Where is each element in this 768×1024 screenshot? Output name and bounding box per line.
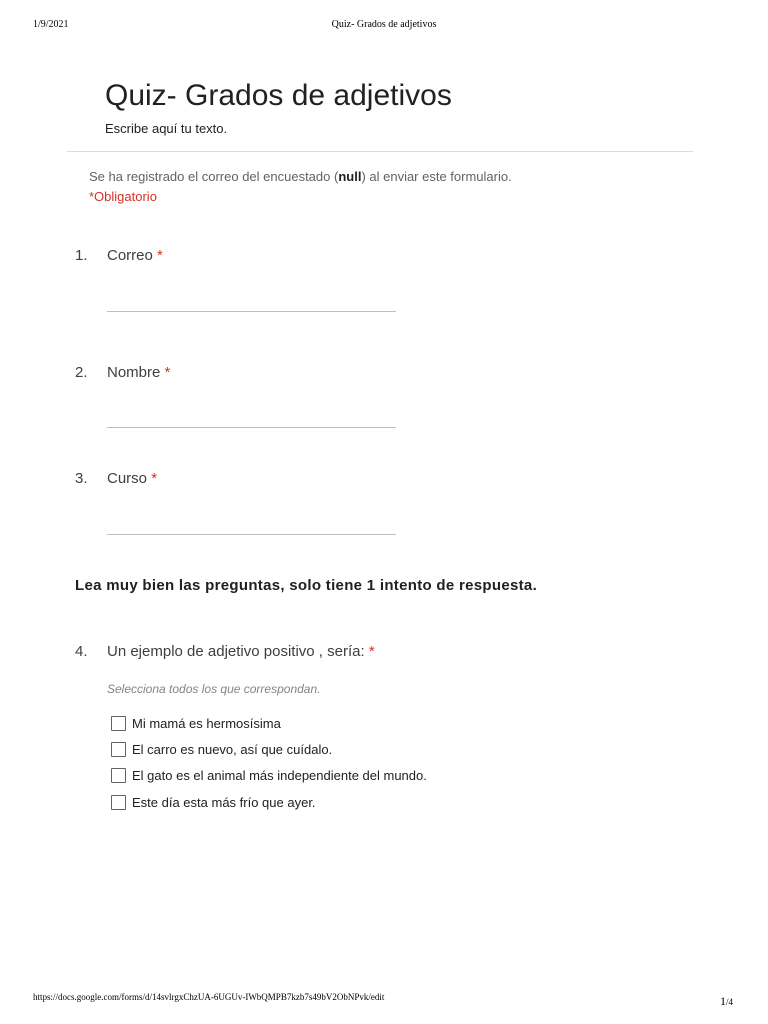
divider [67,151,693,152]
required-asterisk: * [151,470,158,487]
email-notice-text-start: Se ha registrado el correo del encuestado ( [89,169,339,184]
option-label: El carro es nuevo, así que cuídalo. [132,742,333,757]
print-date: 1/9/2021 [33,19,69,30]
page-current: 1 [720,994,726,1008]
form-title: Quiz- Grados de adjetivos [105,79,452,112]
question-label: Curso [107,470,148,487]
question-number: 4. [75,643,88,660]
question-label: Nombre [107,364,161,381]
question-nombre [75,364,170,381]
required-asterisk: * [164,364,171,381]
question-correo [75,247,163,264]
nombre-input[interactable] [107,427,396,428]
email-notice [89,169,512,184]
option-label: El gato es el animal más independiente del mundo. [132,768,427,783]
option-checkbox-row[interactable] [111,768,427,783]
question-curso [75,470,157,487]
print-url: https://docs.google.com/forms/d/14svlrgxChzUA-6UGUv-IWbQMPB7kzb7s49bV2ObNPvk/edit [33,992,385,1002]
checkbox[interactable] [111,795,126,810]
correo-input[interactable] [107,311,396,312]
option-label: Mi mamá es hermosísima [132,716,281,731]
option-checkbox-row[interactable] [111,742,332,757]
required-asterisk: * [157,247,163,264]
email-notice-null: null [338,169,362,184]
checkbox[interactable] [111,742,126,757]
select-all-hint: Selecciona todos los que correspondan. [107,682,321,696]
option-checkbox-row[interactable] [111,716,281,731]
checkbox[interactable] [111,768,126,783]
form-description: Escribe aquí tu texto. [105,121,228,136]
print-doc-title: Quiz- Grados de adjetivos [331,19,437,30]
page-total: /4 [726,997,734,1007]
option-checkbox-row[interactable] [111,795,316,810]
required-asterisk: * [368,643,375,660]
checkbox[interactable] [111,716,126,731]
email-notice-text-end: ) al enviar este formulario. [361,169,512,184]
question-label: Un ejemplo de adjetivo positivo , sería: [107,643,365,660]
question-number: 1. [75,247,88,264]
option-label: Este día esta más frío que ayer. [132,795,316,810]
question-number: 2. [75,364,88,381]
question-label: Correo [107,247,153,264]
curso-input[interactable] [107,534,396,535]
section-instructions: Lea muy bien las preguntas, solo tiene 1 intento de respuesta. [75,577,538,594]
page-number [720,994,733,1009]
question-adjetivo-positivo [75,643,375,660]
question-number: 3. [75,470,88,487]
required-note: *Obligatorio [89,189,157,204]
